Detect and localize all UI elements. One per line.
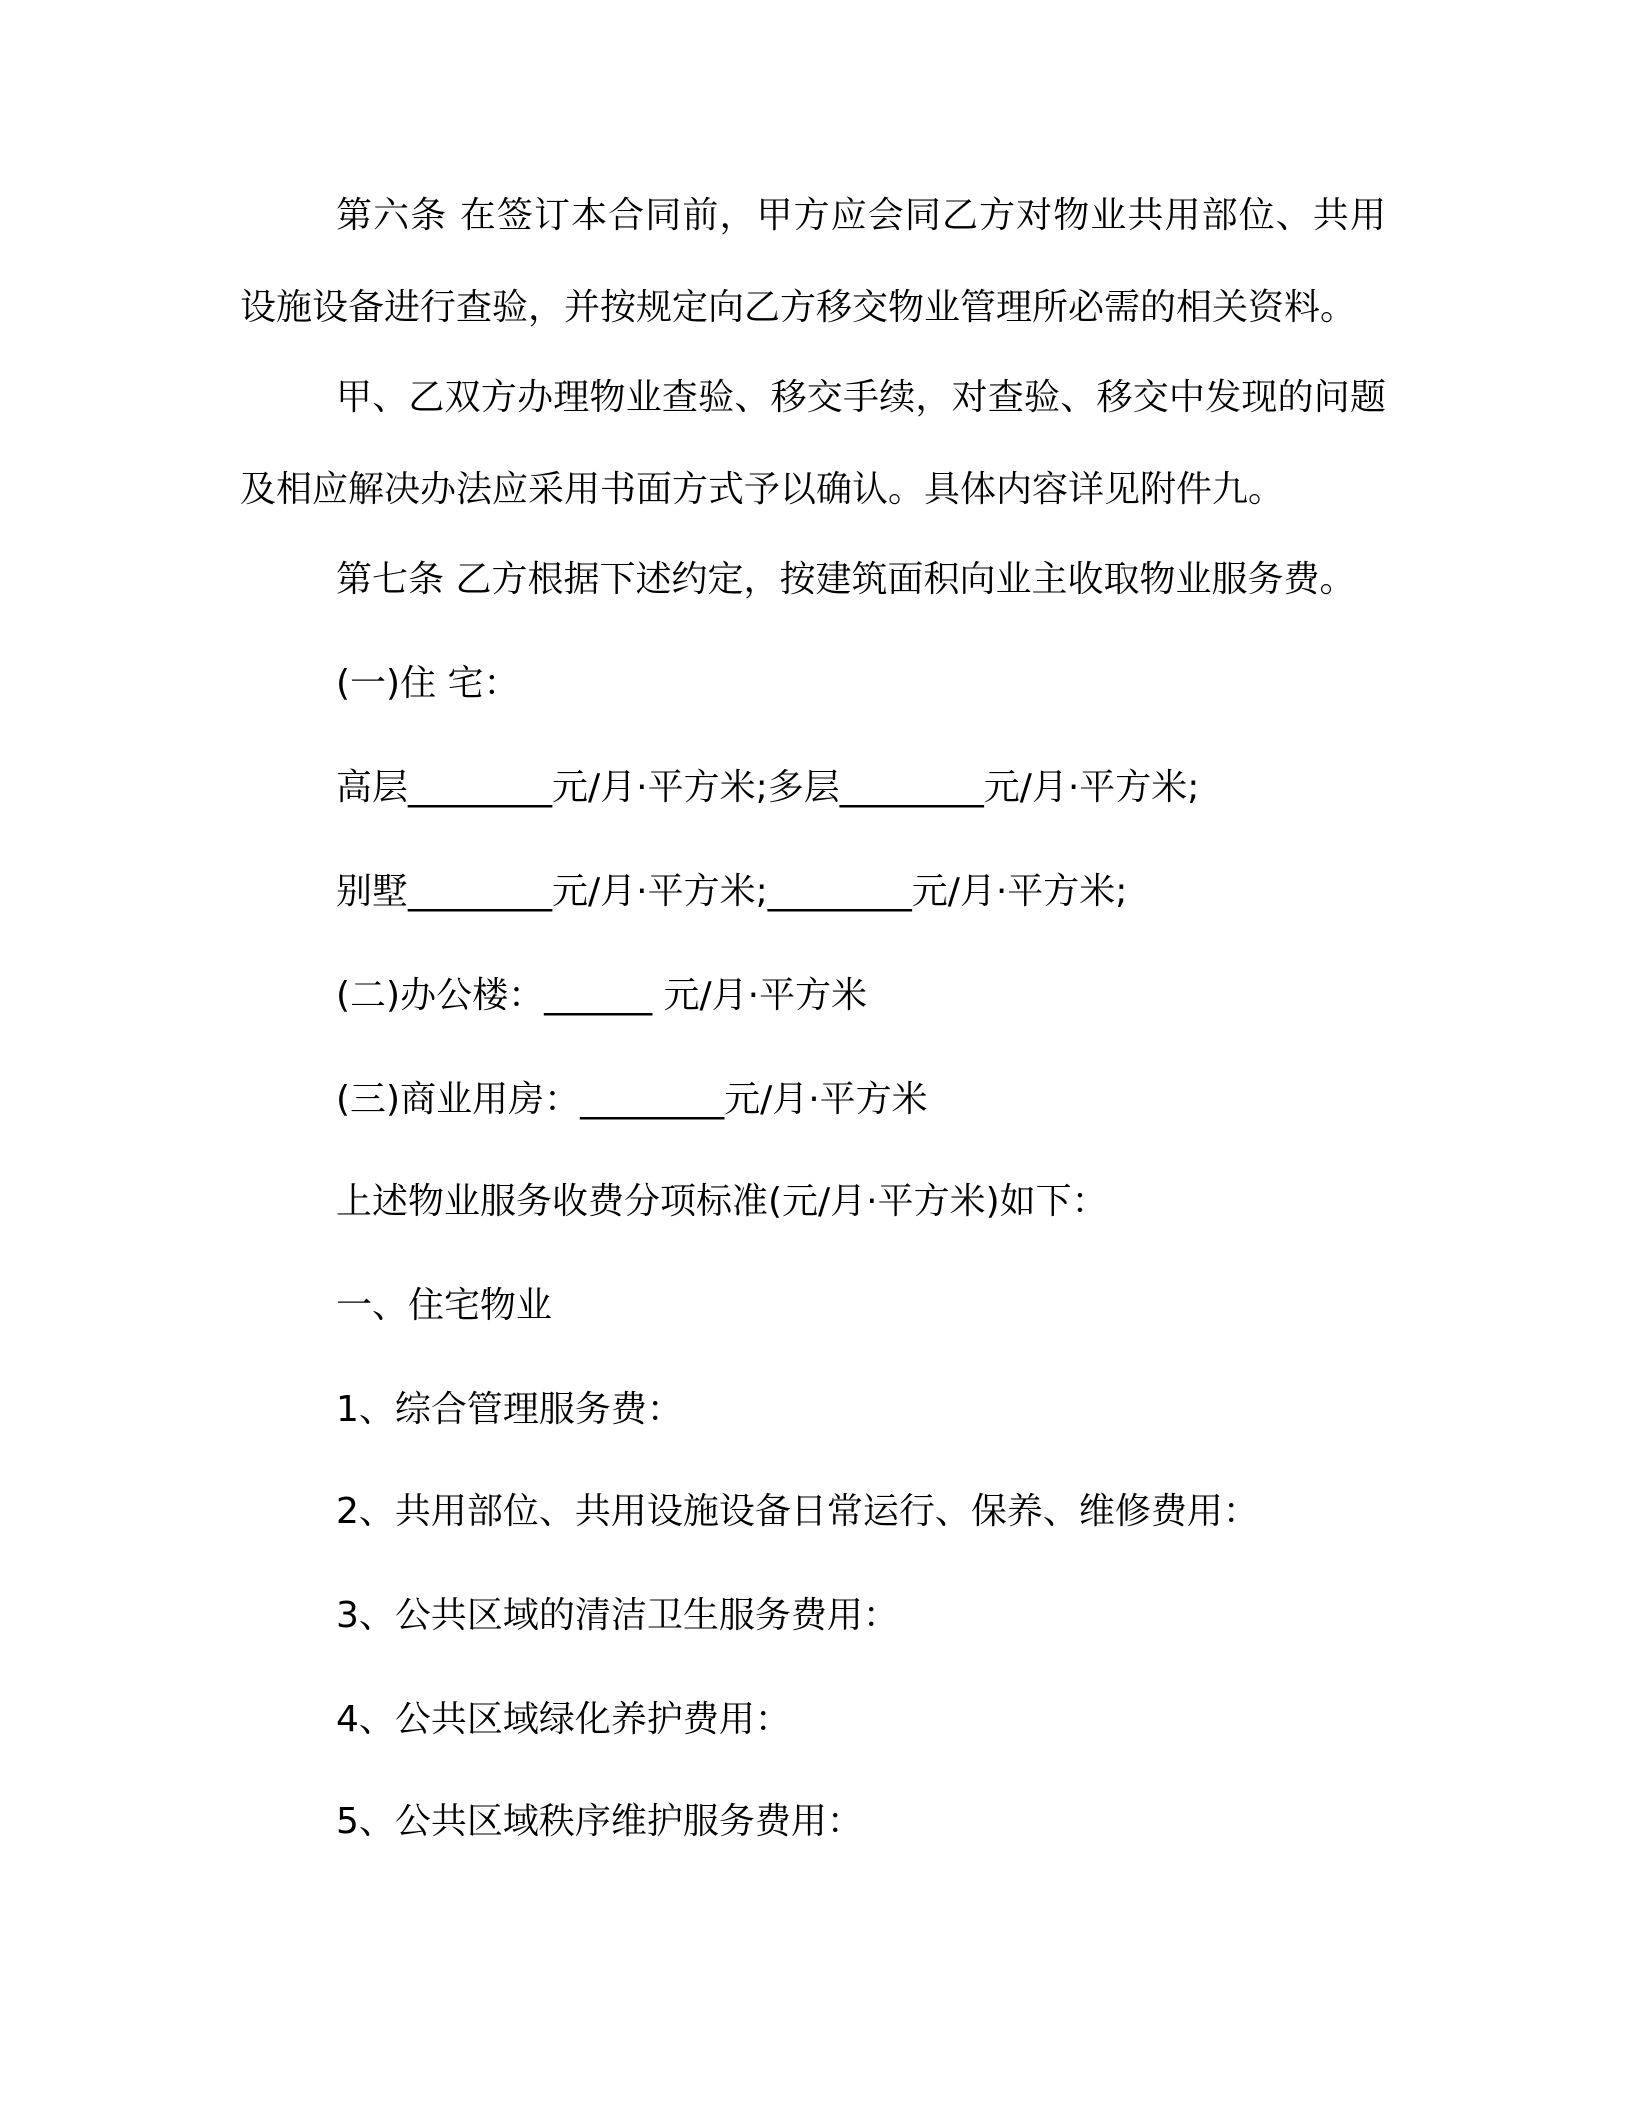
list-item-3: 3、公共区域的清洁卫生服务费用： xyxy=(336,1595,899,1636)
list-item-1: 1、综合管理服务费： xyxy=(336,1389,683,1430)
list-item-2: 2、共用部位、共用设施设备日常运行、保养、维修费用： xyxy=(336,1491,1259,1532)
paragraph-fee-breakdown-intro: 上述物业服务收费分项标准(元/月·平方米)如下： xyxy=(336,1181,1108,1222)
paragraph-villa: 别墅________元/月·平方米;________元/月·平方米; xyxy=(336,871,1128,912)
paragraph-office: (二)办公楼：______ 元/月·平方米 xyxy=(336,975,868,1016)
paragraph-residential: (一)住 宅： xyxy=(336,663,520,704)
list-item-5: 5、公共区域秩序维护服务费用： xyxy=(336,1801,863,1842)
paragraph-commercial: (三)商业用房：________元/月·平方米 xyxy=(336,1079,928,1120)
paragraph-article-7: 第七条 乙方根据下述约定，按建筑面积向业主收取物业服务费。 xyxy=(336,559,1356,600)
heading-residential-property: 一、住宅物业 xyxy=(336,1285,553,1326)
paragraph-article-6: 第六条 在签订本合同前，甲方应会同乙方对物业共用部位、共用设施设备进行查验，并按规定向乙方移交物业管理所必需的相关资料。 xyxy=(240,195,1386,328)
paragraph-inspection-handover: 甲、乙双方办理物业查验、移交手续，对查验、移交中发现的问题及相应解决办法应采用书面方式予以确认。具体内容详见附件九。 xyxy=(240,377,1386,510)
paragraph-high-multi-rise: 高层________元/月·平方米;多层________元/月·平方米; xyxy=(336,767,1200,808)
list-item-4: 4、公共区域绿化养护费用： xyxy=(336,1699,791,1740)
